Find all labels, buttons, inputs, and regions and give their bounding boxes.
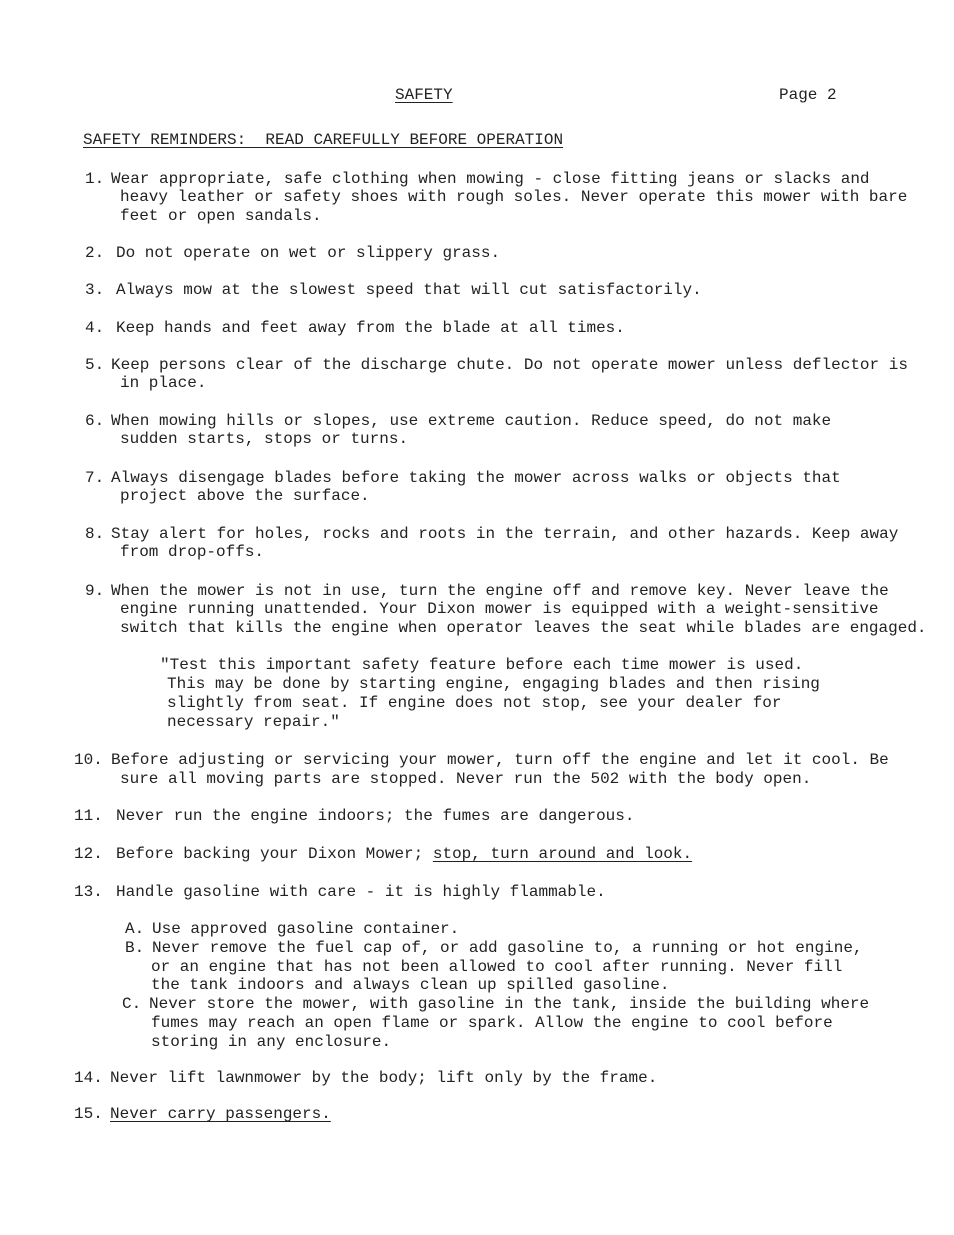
sub-item-label: B. — [125, 939, 145, 957]
item-number: 3. — [85, 281, 105, 299]
item-line: heavy leather or safety shoes with rough soles. Never operate this mower with bare — [120, 188, 908, 206]
item-text: Before backing your Dixon Mower; — [116, 845, 433, 863]
item-number: 2. — [85, 244, 105, 262]
quote-line: slightly from seat. If engine does not stop, see your dealer for — [167, 694, 782, 712]
sub-item-label: C. — [122, 995, 142, 1013]
item-line: project above the surface. — [120, 487, 370, 505]
sub-item-line: Never store the mower, with gasoline in the tank, inside the building where — [149, 995, 870, 1013]
item-line: Keep hands and feet away from the blade at all times. — [116, 319, 625, 337]
item-line: in place. — [120, 374, 207, 392]
item-line: sudden starts, stops or turns. — [120, 430, 409, 448]
item-line: When the mower is not in use, turn the engine off and remove key. Never leave the — [111, 582, 889, 600]
emphasis-text: Never carry passengers. — [110, 1105, 331, 1123]
item-line: Keep persons clear of the discharge chute. Do not operate mower unless deflector is — [111, 356, 908, 374]
item-line: Before adjusting or servicing your mower, turn off the engine and let it cool. Be — [111, 751, 889, 769]
section-heading: SAFETY REMINDERS: READ CAREFULLY BEFORE OPERATION — [83, 131, 564, 149]
item-line: Never run the engine indoors; the fumes are dangerous. — [116, 807, 635, 825]
item-number: 5. — [85, 356, 105, 374]
item-line: engine running unattended. Your Dixon mower is equipped with a weight-sensitive — [120, 600, 879, 618]
item-line: feet or open sandals. — [120, 207, 322, 225]
item-number: 10. — [74, 751, 103, 769]
item-line: Always mow at the slowest speed that will cut satisfactorily. — [116, 281, 702, 299]
item-number: 14. — [74, 1069, 103, 1087]
item-number: 9. — [85, 582, 105, 600]
item-line: Never lift lawnmower by the body; lift only by the frame. — [110, 1069, 658, 1087]
item-number: 11. — [74, 807, 103, 825]
item-line: sure all moving parts are stopped. Never run the 502 with the body open. — [120, 770, 812, 788]
quote-line: "Test this important safety feature before each time mower is used. — [160, 656, 804, 674]
sub-item-line: storing in any enclosure. — [151, 1033, 392, 1051]
item-number: 6. — [85, 412, 105, 430]
item-line: Handle gasoline with care - it is highly flammable. — [116, 883, 606, 901]
page-title: SAFETY — [395, 86, 453, 104]
item-number: 7. — [85, 469, 105, 487]
item-number: 13. — [74, 883, 103, 901]
item-line: When mowing hills or slopes, use extreme caution. Reduce speed, do not make — [111, 412, 832, 430]
sub-item-line: Use approved gasoline container. — [152, 920, 460, 938]
sub-item-line: Never remove the fuel cap of, or add gasoline to, a running or hot engine, — [152, 939, 863, 957]
item-line: switch that kills the engine when operator leaves the seat while blades are engaged. — [120, 619, 927, 637]
item-line: Always disengage blades before taking the mower across walks or objects that — [111, 469, 841, 487]
item-line: from drop-offs. — [120, 543, 265, 561]
item-number: 12. — [74, 845, 103, 863]
emphasis-text: stop, turn around and look. — [432, 845, 693, 863]
item-line — [116, 845, 692, 864]
sub-item-line: the tank indoors and always clean up spilled gasoline. — [151, 976, 670, 994]
item-number: 1. — [85, 170, 105, 188]
quote-line: This may be done by starting engine, engaging blades and then rising — [167, 675, 820, 693]
sub-item-label: A. — [125, 920, 145, 938]
item-line: Stay alert for holes, rocks and roots in the terrain, and other hazards. Keep away — [111, 525, 899, 543]
item-number: 15. — [74, 1105, 103, 1123]
item-number: 8. — [85, 525, 105, 543]
item-line: Wear appropriate, safe clothing when mowing - close fitting jeans or slacks and — [111, 170, 870, 188]
sub-item-line: fumes may reach an open flame or spark. Allow the engine to cool before — [151, 1014, 833, 1032]
item-number: 4. — [85, 319, 105, 337]
page-number: Page 2 — [779, 86, 837, 104]
item-line: Do not operate on wet or slippery grass. — [116, 244, 501, 262]
sub-item-line: or an engine that has not been allowed to cool after running. Never fill — [151, 958, 843, 976]
quote-line: necessary repair." — [167, 713, 340, 731]
